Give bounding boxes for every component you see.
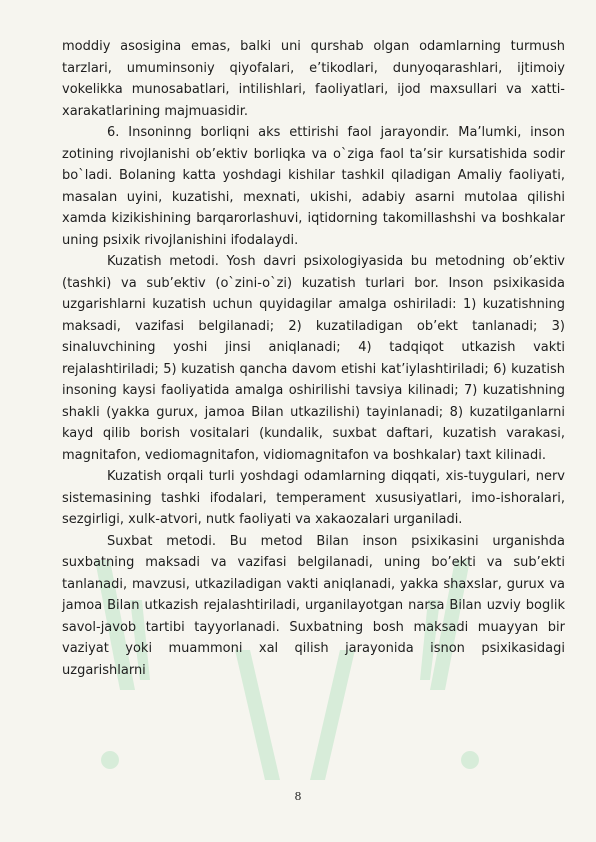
paragraph-1: moddiy asosigina emas, balki uni qurshab olgan odamlarning turmush tarzlari, umuminsoniy qiyofalari, e’tikodlari, dunyoqarashlari, ijtimoiy vokelikka munosabatlari, intilishlari, faoliyatlari, ijod maxsullari va xatti-xarakatlarining majmuasidir. — [62, 39, 565, 119]
page-number: 8 — [294, 790, 302, 803]
paragraph-5: Suxbat metodi. Bu metod Bilan inson psixikasini urganishda suxbatning maksadi va vazifasi belgilanadi, uning bo’ekti va sub’ekti tanlanadi, mavzusi, utkaziladigan vakti aniqlanadi, yakka shaxslar, gurux va jamoa Bilan utkazish rejalashtiriladi, urganilayotgan narsa Bilan uzviy boglik savol-javob tartibi tayyorlanadi. Suxbatning bosh maksadi muayyan bir vaziyat yoki muammoni xal qilish jarayonida isnon psixikasidagi uzgarishlarni — [62, 533, 565, 678]
document-body — [62, 36, 565, 681]
paragraph-4: Kuzatish orqali turli yoshdagi odamlarning diqqati, xis-tuygulari, nerv sistemasining tashki ifodalari, temperament xususiyatlari, imo-ishoralari, sezgirligi, xulk-atvori, nutk faoliyati va xakaozalari urganiladi. — [62, 469, 565, 527]
paragraph-3: Kuzatish metodi. Yosh davri psixologiyasida bu metodning ob’ektiv (tashki) va sub’ektiv (o`zini-o`zi) kuzatish turlari bor. Inson psixikasida uzgarishlarni kuzatish uchun quyidagilar amalga oshiriladi: 1) kuzatishning maksadi, vazifasi belgilanadi; 2) kuzatiladigan ob’ekt tanlanadi; 3) sinaluvchining yoshi jinsi aniqlanadi; 4) tadqiqot utkazish vakti rejalashtiriladi; 5) kuzatish qancha davom etishi kat’iylashtiriladi; 6) kuzatish insoning kaysi faoliyatida amalga oshirilishi tavsiya kilinadi; 7) kuzatishning shakli (yakka gurux, jamoa Bilan utkazilishi) tayinlanadi; 8) kuzatilganlarni kayd qilib borish vositalari (kundalik, suxbat daftari, kuzatish varakasi, magnitafon, vediomagnitafon, vidiomagnitafon va boshkalar) taxt kilinadi. — [62, 254, 565, 463]
paragraph-2: 6. Insoninng borliqni aks ettirishi faol jarayondir. Ma’lumki, inson zotining rivojlanishi ob’ektiv borliqka va o`ziga faol ta’sir kursatishida sodir bo`ladi. Bolaning katta yoshdagi kishilar tashkil qiladigan Amaliy faoliyati, masalan uyini, kuzatishi, mexnati, ukishi, adabiy asarni mutolaa qilishi xamda kizikishining barqarorlashuvi, iqtidorning takomillashshi va boshkalar uning psixik rivojlanishini ifodalaydi. — [62, 125, 565, 248]
